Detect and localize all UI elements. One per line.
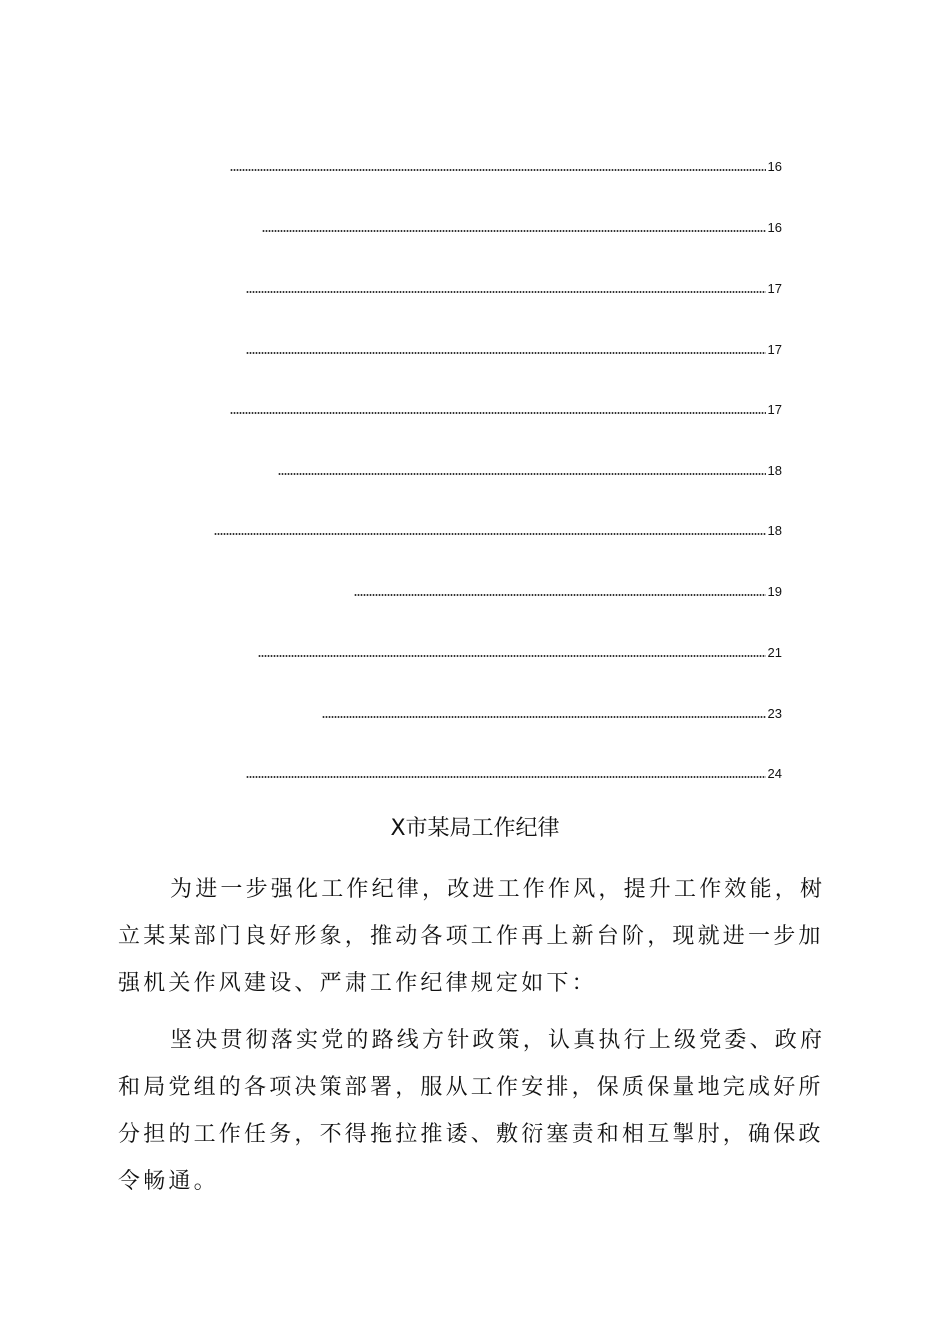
- toc-leader-dots: [246, 352, 766, 354]
- body-paragraph: 为进一步强化工作纪律，改进工作作风，提升工作效能，树立某某部门良好形象，推动各项工作再上新台阶，现就进一步加强机关作风建设、严肃工作纪律规定如下：: [118, 877, 826, 996]
- toc-page-number: 19: [767, 584, 782, 599]
- toc-entry[interactable]: [246, 763, 782, 783]
- toc-page-number: 17: [767, 281, 782, 296]
- toc-page-number: 23: [767, 706, 782, 721]
- toc-leader-dots: [258, 655, 766, 657]
- toc-leader-dots: [262, 230, 766, 232]
- toc-entry[interactable]: [246, 339, 782, 359]
- toc-entry[interactable]: [214, 520, 782, 540]
- toc-page-number: 21: [767, 645, 782, 660]
- toc-page-number: 16: [767, 220, 782, 235]
- toc-entry[interactable]: [322, 703, 782, 723]
- toc-leader-dots: [230, 412, 766, 414]
- toc-leader-dots: [322, 716, 766, 718]
- toc-page-number: 17: [767, 342, 782, 357]
- toc-entry[interactable]: [258, 642, 782, 662]
- toc-entry[interactable]: [230, 156, 782, 176]
- toc-leader-dots: [246, 776, 766, 778]
- toc-entry[interactable]: [262, 217, 782, 237]
- toc-page-number: 17: [767, 402, 782, 417]
- toc-page-number: 18: [767, 523, 782, 538]
- toc-leader-dots: [354, 594, 766, 596]
- toc-page-number: 16: [767, 159, 782, 174]
- toc-entry[interactable]: [354, 581, 782, 601]
- toc-entry[interactable]: [278, 460, 782, 480]
- toc-leader-dots: [230, 169, 766, 171]
- toc-entry[interactable]: [230, 399, 782, 419]
- toc-page-number: 18: [767, 463, 782, 478]
- toc-leader-dots: [278, 473, 766, 475]
- toc-leader-dots: [214, 533, 766, 535]
- document-title: X市某局工作纪律: [390, 816, 560, 841]
- toc-leader-dots: [246, 291, 766, 293]
- toc-page-number: 24: [767, 766, 782, 781]
- body-paragraph: 坚决贯彻落实党的路线方针政策，认真执行上级党委、政府和局党组的各项决策部署，服从工作安排，保质保量地完成好所分担的工作任务，不得拖拉推诿、敷衍塞责和相互掣肘，确保政令畅通。: [118, 1028, 826, 1194]
- toc-entry[interactable]: [246, 278, 782, 298]
